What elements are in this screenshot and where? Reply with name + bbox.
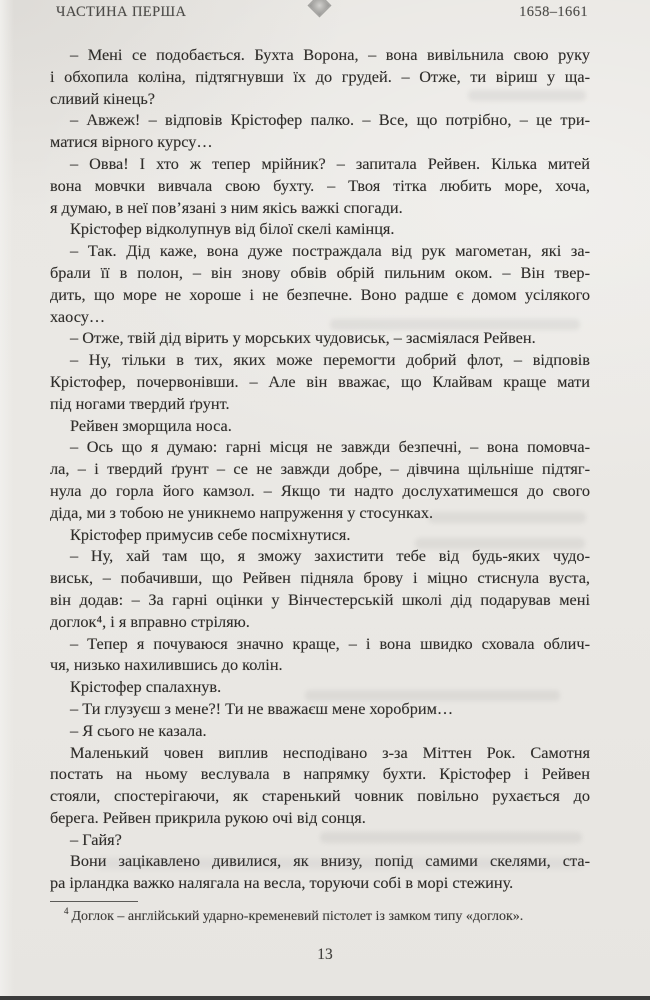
- body-line: під ногами твердий ґрунт.: [50, 393, 230, 413]
- body-line: нула до горла його камзол. – Якщо ти надто дослухатимешся до свого: [50, 480, 590, 500]
- body-line: ра ірландка важко налягала на весла, торуючи собі в морі стежину.: [50, 873, 514, 893]
- body-paragraph: [50, 327, 590, 349]
- body-line: сливий кінець?: [50, 88, 155, 108]
- body-paragraph: [50, 153, 590, 218]
- body-paragraph: [50, 240, 590, 327]
- body-line: – Так. Дід каже, вона дуже постраждала від рук магометан, які за-: [70, 241, 590, 261]
- page-number: 13: [317, 946, 333, 963]
- body-line: – Мені се подобається. Бухта Ворона, – вона вивільнила свою руку: [70, 45, 590, 64]
- body-paragraph: [50, 349, 590, 414]
- body-line: – Гайя?: [70, 829, 122, 849]
- body-line: вона мовчки вивчала свою бухту. – Твоя тітка любить море, хоча,: [50, 175, 590, 195]
- body-paragraph: [50, 436, 590, 523]
- bleedthrough-artifact: [428, 512, 586, 523]
- bleedthrough-artifact: [415, 538, 585, 549]
- body-text: [50, 44, 590, 894]
- body-line: доглок⁴, і я вправно стріляю.: [50, 611, 250, 631]
- body-line: стояли, спостерігаючи, як старенький човник повільно рухається до: [50, 786, 590, 806]
- footnote: [50, 907, 590, 926]
- body-line: Рейвен зморщила носа.: [70, 415, 232, 435]
- body-line: берега. Рейвен прикрила рукою очі від сонця.: [50, 807, 366, 827]
- running-header-years: 1658–1661: [519, 4, 588, 20]
- body-line: ла, – і твердий ґрунт – се не завжди добре, – дівчина щільніше підтяг-: [50, 459, 590, 479]
- bleedthrough-artifact: [468, 90, 586, 101]
- body-line: і обхопила коліна, підтягнувши їх до грудей. – Отже, ти віриш у ща-: [50, 66, 590, 86]
- body-paragraph: [50, 545, 590, 632]
- body-line: – Тепер я почуваюся значно краще, – і вона швидко сховала облич-: [70, 633, 590, 653]
- body-paragraph: [50, 633, 590, 677]
- body-line: виськ, – побачивши, що Рейвен підняла брову і міцно стиснула вуста,: [50, 568, 590, 588]
- body-paragraph: [50, 720, 590, 742]
- body-line: хаосу…: [50, 306, 106, 326]
- bleedthrough-artifact: [305, 690, 560, 701]
- body-paragraph: [50, 742, 590, 829]
- diamond-ornament-icon: [310, 0, 332, 20]
- body-line: постать на ньому веслувала в напрямку бухти. Крістофер і Рейвен: [50, 764, 590, 784]
- body-paragraph: [50, 109, 590, 153]
- body-line: – Я сього не казала.: [70, 720, 207, 740]
- bleedthrough-artifact: [330, 319, 580, 330]
- body-line: Крістофер, почервонівши. – Але він вважає, що Клайвам краще мати: [50, 371, 590, 391]
- body-line: він додав: – За гарні оцінки у Вінчестерській школі дід подарував мені: [50, 589, 590, 609]
- body-line: – Ну, хай там що, я зможу захистити тебе від будь-яких чудо-: [70, 546, 590, 566]
- body-line: матися вірного курсу…: [50, 132, 213, 152]
- footnote-text: Доглок – англійський ударно-кременевий пістолет із замком типу «доглок».: [71, 909, 524, 924]
- body-paragraph: [50, 415, 590, 437]
- body-line: я думаю, в неї пов’язані з ним якісь важкі спогади.: [50, 197, 403, 217]
- body-line: – Овва! І хто ж тепер мрійник? – запитала Рейвен. Кілька митей: [70, 153, 590, 173]
- body-line: дить, що море не хороше і не безпечне. Воно радше є домом усілякого: [50, 284, 590, 304]
- body-line: – Отже, твій дід вірить у морських чудовиськ, – засміялася Рейвен.: [70, 328, 536, 348]
- body-line: чя, низько нахилившись до колін.: [50, 655, 283, 675]
- bleedthrough-artifact: [320, 832, 582, 843]
- body-line: – Ну, тільки в тих, яких може перемогти добрий флот, – відповів: [70, 350, 590, 370]
- footnote-marker: 4: [64, 906, 69, 917]
- scan-edge-bar: [0, 996, 650, 1000]
- footnote-separator: [50, 901, 138, 902]
- body-line: діда, ми з тобою не уникнемо напруження у стосунках.: [50, 502, 434, 522]
- body-line: – Ти глузуєш з мене?! Ти не вважаєш мене хоробрим…: [70, 698, 454, 718]
- body-paragraph: [50, 698, 590, 720]
- running-header-part-title: ЧАСТИНА ПЕРША: [56, 4, 187, 20]
- body-line: – Ось що я думаю: гарні місця не завжди безпечні, – вона помовча-: [70, 437, 590, 457]
- body-paragraph: [50, 218, 590, 240]
- body-line: Крістофер спалахнув.: [70, 677, 222, 697]
- body-line: Крістофер примусив себе посміхнутися.: [70, 524, 351, 544]
- body-line: Вони зацікавлено дивилися, як внизу, попід самими скелями, ста-: [70, 851, 590, 871]
- body-line: брали її в полон, – він знову обвів обрій пильним оком. – Він твер-: [50, 262, 590, 282]
- bleedthrough-artifact: [95, 858, 583, 869]
- body-line: – Авжеж! – відповів Крістофер палко. – Все, що потрібно, – це три-: [70, 110, 590, 130]
- body-line: Крістофер відколупнув від білої скелі камінця.: [70, 219, 395, 239]
- body-line: Маленький човен виплив несподівано з-за Міттен Рок. Самотня: [70, 742, 590, 762]
